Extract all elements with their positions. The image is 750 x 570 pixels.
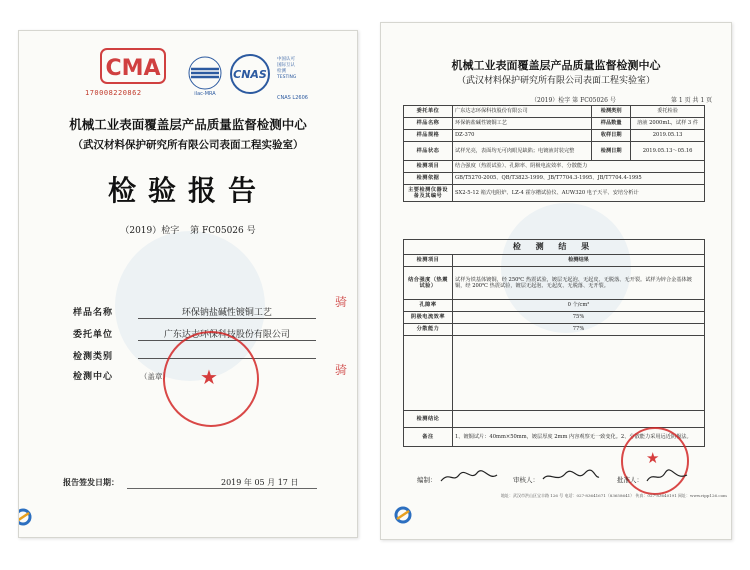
table-row [404, 240, 705, 255]
table-label: 样品名称 [404, 118, 453, 130]
signature-reviewer [541, 469, 601, 485]
table-row [404, 324, 705, 336]
field-label: 样品名称 [73, 308, 114, 318]
report-cover-page [18, 30, 358, 538]
issue-date: 2019 年 05 月 17 日 [221, 478, 299, 487]
table-value: 结合强度（热震试验）、孔隙率、阴极电流效率、分散能力 [453, 161, 705, 173]
table-row [404, 300, 705, 312]
field-sample-name [73, 305, 316, 319]
table-row [404, 118, 705, 130]
page-info: 第 1 页 共 1 页 [671, 97, 713, 104]
report-no: 第 FC05026 号 [190, 226, 256, 236]
conclusion-label: 检测结论 [404, 411, 453, 428]
company-logo-icon [18, 507, 33, 527]
sample-info-table [403, 105, 705, 202]
table-row [404, 142, 705, 161]
signature-approver [645, 469, 689, 485]
table-label: 检测类别 [592, 106, 631, 118]
table-value: GB/T5270-2005、QB/T3823-1999、JB/T7704.3-1995、JB/T7704.4-1995 [453, 173, 705, 185]
lab-name: （武汉材料保护研究所有限公司表面工程实验室） [456, 76, 655, 86]
approved-label: 批准人： [617, 476, 643, 484]
table-label: 检测项目 [404, 161, 453, 173]
riding-seal-mark: 骑 [335, 295, 348, 309]
cnas-line: 国际互认 [277, 63, 295, 68]
ilac-label: ilac-MRA [194, 91, 216, 97]
result-value: 试样为铁基体镀铜，经 250℃ 热震试验，镀层无起泡、无起皮、无脱落、无开裂。试样为锌合金基体镀铜，经 200℃ 热震试验，镀层无起泡、无起皮、无脱落、无开裂。 [453, 267, 705, 300]
table-label: 样品规格 [404, 130, 453, 142]
table-value: 2019.05.13～05.16 [631, 142, 705, 161]
table-value: 试样光亮，表面均无可肉眼见缺陷；电镀液封装完整 [453, 142, 592, 161]
issue-date-line [127, 488, 317, 489]
result-value: 77% [453, 324, 705, 336]
cnas-logo [225, 53, 275, 95]
cma-code: 170008220862 [85, 89, 142, 97]
report-number: （2019）检字 第 FC05026 号 [531, 97, 616, 104]
center-name: 机械工业表面覆盖层产品质量监督检测中心 [69, 117, 307, 132]
table-label: 委托单位 [404, 106, 453, 118]
table-row [404, 173, 705, 185]
cnas-label: CNAS [233, 68, 267, 81]
report-results-page [380, 22, 732, 540]
table-row [404, 161, 705, 173]
ilac-mra-logo [187, 51, 223, 97]
blank-cell [453, 336, 705, 411]
field-value: 环保钠盐碱性镀铜工艺 [138, 305, 316, 319]
report-year: （2019）检字 [120, 226, 180, 236]
table-row [404, 336, 705, 411]
table-row [404, 411, 705, 428]
cma-logo [97, 45, 169, 87]
results-table [403, 239, 705, 447]
company-logo-icon [393, 505, 413, 525]
conclusion-value [453, 411, 705, 428]
table-value: 委托检验 [631, 106, 705, 118]
seal-star-icon: ★ [200, 365, 218, 389]
column-header: 检测项目 [404, 255, 453, 267]
signature-compiler [439, 469, 499, 485]
field-test-center [73, 369, 170, 382]
issue-date-label: 报告签发日期： [63, 478, 119, 487]
field-value: 广东达志环保科技股份有限公司 [138, 327, 316, 341]
table-row [404, 106, 705, 118]
table-value: 广东达志环保科技股份有限公司 [453, 106, 592, 118]
cma-label: CMA [105, 56, 161, 81]
field-label: 检测类别 [73, 352, 114, 362]
table-row [404, 312, 705, 324]
table-label: 样品数量 [592, 118, 631, 130]
table-label: 样品状态 [404, 142, 453, 161]
table-value: 溶液 2000mL，试样 3 件 [631, 118, 705, 130]
reviewed-label: 审核人： [513, 476, 539, 484]
table-value: SX2-5-12 箱式电阻炉、LZ-4 霍尔槽试验仪、AUW320 电子天平、安培分析计 [453, 185, 705, 202]
table-value: DZ-370 [453, 130, 592, 142]
cnas-caption [277, 57, 296, 81]
table-label: 收样日期 [592, 130, 631, 142]
official-seal [163, 331, 259, 427]
field-label: 检测中心 [73, 372, 114, 382]
table-label: 检测日期 [592, 142, 631, 161]
table-row [404, 267, 705, 300]
table-value: 环保钠盐碱性镀铜工艺 [453, 118, 592, 130]
seal-star-icon: ★ [646, 449, 660, 467]
riding-seal-mark: 骑 [335, 363, 348, 377]
cnas-line: TESTING [277, 75, 297, 80]
table-label: 主要检测仪器设备及其编号 [404, 185, 453, 202]
result-value: 75% [453, 312, 705, 324]
cnas-line: 中国认可 [277, 57, 295, 62]
table-label: 检测依据 [404, 173, 453, 185]
column-header: 检测结果 [453, 255, 705, 267]
lab-name: （武汉材料保护研究所有限公司表面工程实验室） [72, 139, 304, 151]
result-item: 分散能力 [404, 324, 453, 336]
table-row [404, 185, 705, 202]
cnas-line: 检测 [277, 69, 286, 74]
result-item: 阴极电流效率 [404, 312, 453, 324]
results-title: 检 测 结 果 [404, 240, 705, 255]
center-name: 机械工业表面覆盖层产品质量监督检测中心 [451, 59, 661, 72]
address-footer: 地址：武汉市洪山区宝丰路 126 号 电话：027-83641671（83658641） 传真：027-83640191 网址：www.ripp126.com [501, 493, 727, 498]
result-item: 孔隙率 [404, 300, 453, 312]
report-title: 检验报告 [107, 174, 268, 207]
remarks-label: 备注 [404, 428, 453, 447]
table-value: 2019.05.13 [631, 130, 705, 142]
result-item: 结合强度（热震试验） [404, 267, 453, 300]
compiled-label: 编制： [417, 476, 437, 484]
field-label: 委托单位 [73, 330, 114, 340]
remarks-value: 1、镀铜试片：40mm×50mm，镀层厚度 2mm 内容观察无一致变化。2、分散能力采用远近阴极法。 [453, 428, 705, 447]
blank-cell [404, 336, 453, 411]
seal-note: （盖章） [139, 372, 170, 381]
table-row [404, 255, 705, 267]
report-number [19, 223, 357, 236]
table-row [404, 130, 705, 142]
cnas-code: CNAS L2606 [277, 95, 308, 101]
result-value: 0 个/cm² [453, 300, 705, 312]
